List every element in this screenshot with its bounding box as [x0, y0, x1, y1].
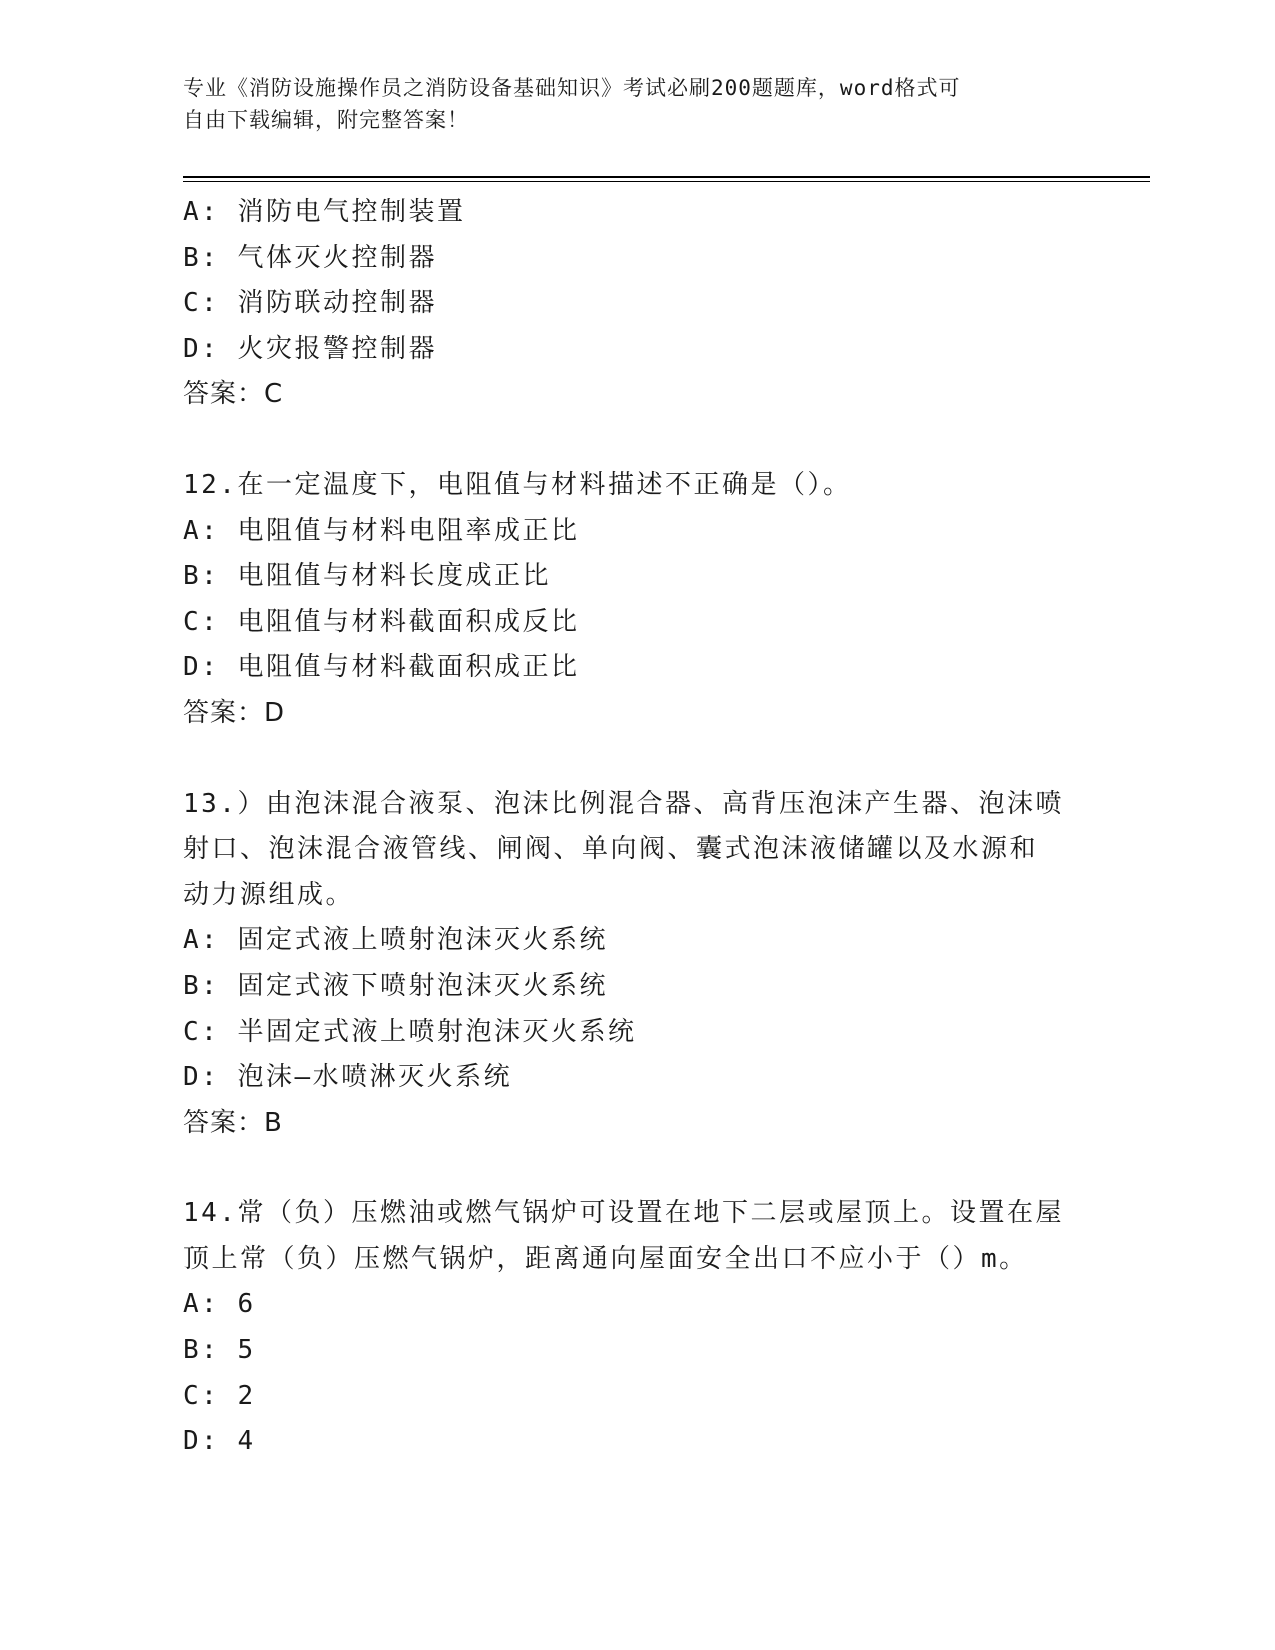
header-line-2: 自由下载编辑，附完整答案！: [183, 108, 469, 132]
option-b: B: 电阻值与材料长度成正比: [183, 561, 551, 592]
option-b: B: 5: [183, 1335, 256, 1366]
question-text-line-1: 13.）由泡沫混合液泵、泡沫比例混合器、高背压泡沫产生器、泡沫喷: [183, 788, 1064, 819]
option-a: A: 6: [183, 1289, 256, 1320]
option-c: C: 电阻值与材料截面积成反比: [183, 606, 580, 637]
answer-line: 答案：C: [183, 379, 284, 410]
question-text-line-1: 14.常（负）压燃油或燃气锅炉可设置在地下二层或屋顶上。设置在屋: [183, 1198, 1064, 1229]
answer-line: 答案：D: [183, 697, 286, 728]
question-11: [183, 190, 1083, 418]
answer-line: 答案：B: [183, 1107, 283, 1138]
document-header: [183, 72, 1063, 136]
option-d: D: 4: [183, 1426, 256, 1457]
question-12: [183, 463, 1083, 737]
header-divider-thin: [183, 181, 1150, 182]
header-divider-thick: [183, 176, 1150, 178]
option-b: B: 固定式液下喷射泡沫灭火系统: [183, 970, 608, 1001]
header-line-1: 专业《消防设施操作员之消防设备基础知识》考试必刷200题题库，word格式可: [183, 76, 961, 100]
option-c: C: 半固定式液上喷射泡沫灭火系统: [183, 1016, 637, 1047]
question-text: 12.在一定温度下，电阻值与材料描述不正确是（）。: [183, 469, 852, 500]
option-d: D: 火灾报警控制器: [183, 333, 437, 364]
option-a: A: 电阻值与材料电阻率成正比: [183, 515, 580, 546]
question-text-line-3: 动力源组成。: [183, 879, 355, 910]
option-d: D: 电阻值与材料截面积成正比: [183, 652, 580, 683]
option-c: C: 消防联动控制器: [183, 288, 437, 319]
option-d: D: 泡沫—水喷淋灭火系统: [183, 1062, 513, 1093]
option-c: C: 2: [183, 1380, 256, 1411]
option-b: B: 气体灭火控制器: [183, 242, 437, 273]
question-list: [183, 190, 1083, 1465]
question-text-line-2: 顶上常（负）压燃气锅炉，距离通向屋面安全出口不应小于（）m。: [183, 1243, 1028, 1274]
option-a: A: 固定式液上喷射泡沫灭火系统: [183, 925, 608, 956]
question-13: [183, 782, 1083, 1147]
option-a: A: 消防电气控制装置: [183, 197, 466, 227]
question-text-line-2: 射口、泡沫混合液管线、闸阀、单向阀、囊式泡沫液储罐以及水源和: [183, 834, 1039, 865]
question-14: [183, 1191, 1083, 1465]
